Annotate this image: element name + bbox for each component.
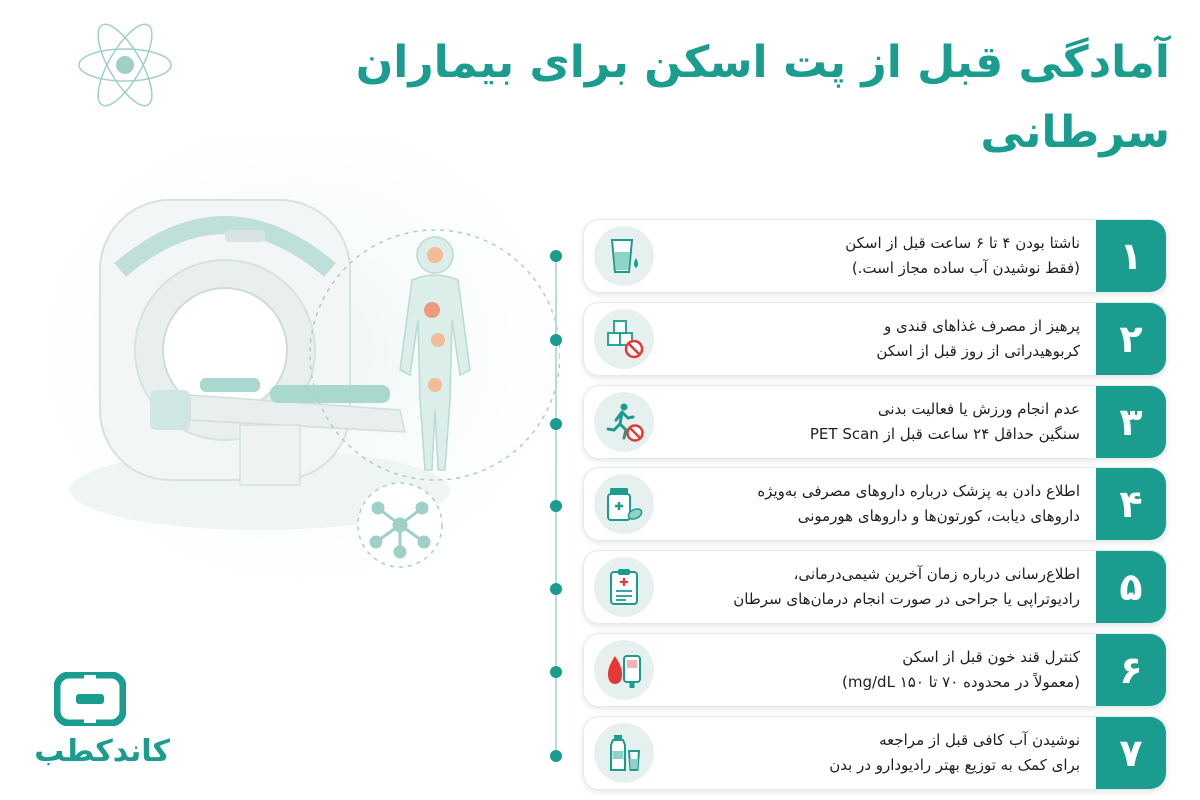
step-line: ناشتا بودن ۴ تا ۶ ساعت قبل از اسکن [845, 234, 1080, 252]
step-number: ۱ [1096, 220, 1166, 292]
step-text [670, 220, 1080, 292]
medication-icon [594, 474, 654, 534]
timeline-dot [550, 418, 562, 430]
step-line: داروهای دیابت، کورتون‌ها و داروهای هورمونی [797, 507, 1080, 525]
step-card [583, 633, 1167, 707]
step-line: اطلاع دادن به پزشک درباره داروهای مصرفی به‌ویژه [757, 482, 1080, 500]
step-number: ۳ [1096, 386, 1166, 458]
brand-logo[interactable] [34, 672, 180, 782]
step-text [670, 303, 1080, 375]
timeline-dot [550, 750, 562, 762]
step-text [670, 551, 1080, 623]
no-exercise-icon [594, 392, 654, 452]
atom-icon [70, 10, 180, 120]
water-glass-icon [594, 226, 654, 286]
step-number: ۷ [1096, 717, 1166, 789]
timeline-dot [550, 666, 562, 678]
step-card [583, 716, 1167, 790]
step-text [670, 717, 1080, 789]
medical-report-icon [594, 557, 654, 617]
step-card [583, 467, 1167, 541]
step-number: ۲ [1096, 303, 1166, 375]
step-line: اطلاع‌رسانی درباره زمان آخرین شیمی‌درمانی، [793, 565, 1080, 583]
step-number: ۵ [1096, 551, 1166, 623]
step-text [670, 634, 1080, 706]
step-card [583, 385, 1167, 459]
logo-icon [54, 672, 126, 726]
brand-name: کاندکطب [34, 734, 170, 769]
step-line: (فقط نوشیدن آب ساده مجاز است.) [851, 259, 1080, 277]
no-sugar-icon [594, 309, 654, 369]
water-bottle-icon [594, 723, 654, 783]
step-line: کنترل قند خون قبل از اسکن [902, 648, 1080, 666]
step-line: پرهیز از مصرف غذاهای قندی و [884, 317, 1080, 335]
timeline-dot [550, 500, 562, 512]
glucometer-icon [594, 640, 654, 700]
step-card [583, 219, 1167, 293]
step-line: عدم انجام ورزش یا فعالیت بدنی [877, 400, 1080, 418]
scanner-gantry [100, 200, 350, 480]
step-line: رادیوتراپی یا جراحی در صورت انجام درمان‌های سرطان [733, 590, 1080, 608]
pet-scanner-illustration [40, 140, 560, 610]
step-text [670, 468, 1080, 540]
timeline-dot [550, 250, 562, 262]
step-line: نوشیدن آب کافی قبل از مراجعه [879, 731, 1080, 749]
page-title: آمادگی قبل از پت اسکن برای بیماران سرطانی [355, 37, 1170, 158]
step-line: سنگین حداقل ۲۴ ساعت قبل از PET Scan [809, 425, 1080, 443]
step-number: ۴ [1096, 468, 1166, 540]
step-card [583, 550, 1167, 624]
step-line: (معمولاً در محدوده ۷۰ تا ۱۵۰ mg/dL) [842, 673, 1080, 691]
step-text [670, 386, 1080, 458]
step-card [583, 302, 1167, 376]
timeline-dot [550, 583, 562, 595]
step-line: کربوهیدراتی از روز قبل از اسکن [876, 342, 1080, 360]
step-line: برای کمک به توزیع بهتر رادیودارو در بدن [829, 756, 1080, 774]
step-number: ۶ [1096, 634, 1166, 706]
timeline-dot [550, 334, 562, 346]
